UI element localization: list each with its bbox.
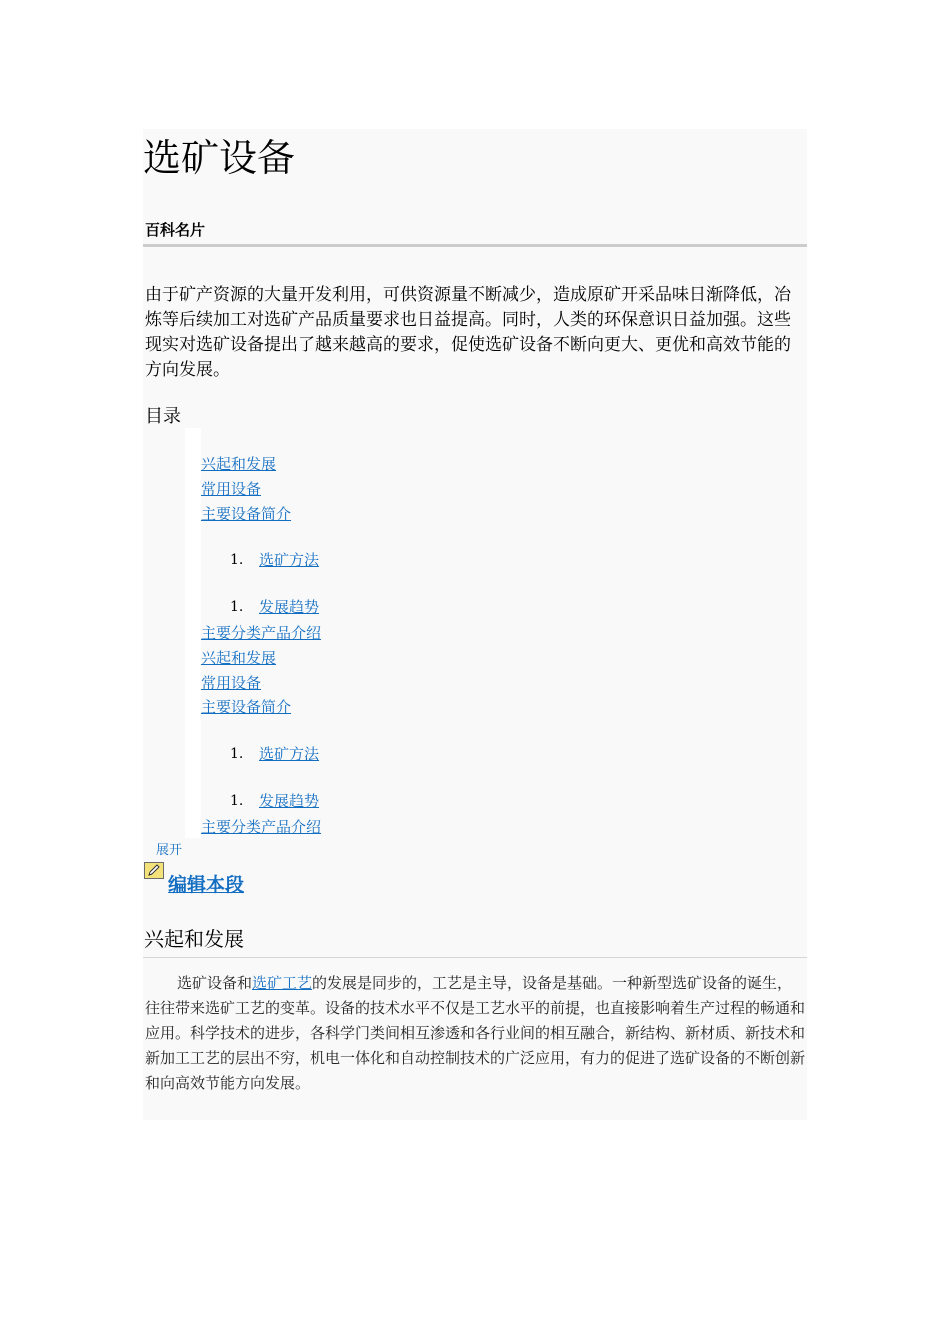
card-label: 百科名片 xyxy=(145,221,206,239)
toc-sub-number: 1. xyxy=(230,552,244,568)
toc-link[interactable]: 兴起和发展 xyxy=(201,455,277,473)
toc-title: 目录 xyxy=(145,406,181,427)
section-body xyxy=(145,971,805,1096)
page-title: 选矿设备 xyxy=(143,136,296,180)
toc-link[interactable]: 主要分类产品介绍 xyxy=(201,818,322,836)
toc-link[interactable]: 主要分类产品介绍 xyxy=(201,624,322,642)
edit-icon[interactable] xyxy=(144,862,164,879)
section-divider xyxy=(143,957,807,958)
edit-section-link[interactable]: 编辑本段 xyxy=(168,874,245,896)
section-body-text: 的发展是同步的，工艺是主导，设备是基础。一种新型选矿设备的诞生，往往带来选矿工艺的变革。设备的技术水平不仅是工艺水平的前提，也直接影响着生产过程的畅通和应用。科学技术的进步，各科学门类间相互渗透和各行业间的相互融合，新结构、新材质、新技术和新加工工艺的层出不穷，机电一体化和自动控制技术的广泛应用，有力的促进了选矿设备的不断创新和向高效节能方向发展。 xyxy=(145,974,806,1092)
toc-sub-link[interactable]: 选矿方法 xyxy=(259,551,320,569)
toc-link[interactable]: 主要设备简介 xyxy=(201,505,292,523)
pencil-icon xyxy=(145,863,163,878)
card-divider xyxy=(143,244,807,247)
toc-sub-number: 1. xyxy=(230,599,244,615)
section-heading: 兴起和发展 xyxy=(144,927,244,951)
toc-expand-link[interactable]: 展开 xyxy=(156,843,183,858)
toc-link[interactable]: 兴起和发展 xyxy=(201,649,277,667)
mineral-process-link[interactable]: 选矿工艺 xyxy=(252,974,313,992)
toc-indent-box xyxy=(185,428,201,838)
toc-link[interactable]: 常用设备 xyxy=(201,674,262,692)
toc-sub-number: 1. xyxy=(230,746,244,762)
toc-sub-link[interactable]: 选矿方法 xyxy=(259,745,320,763)
toc-sub-link[interactable]: 发展趋势 xyxy=(259,792,320,810)
toc-link[interactable]: 常用设备 xyxy=(201,480,262,498)
toc-sub-link[interactable]: 发展趋势 xyxy=(259,598,320,616)
toc-link[interactable]: 主要设备简介 xyxy=(201,698,292,716)
toc-sub-number: 1. xyxy=(230,793,244,809)
section-body-text: 选矿设备和 xyxy=(177,974,253,992)
intro-paragraph: 由于矿产资源的大量开发利用，可供资源量不断减少，造成原矿开采品味日渐降低，冶炼等后续加工对选矿产品质量要求也日益提高。同时，人类的环保意识日益加强。这些现实对选矿设备提出了越来越高的要求，促使选矿设备不断向更大、更优和高效节能的方向发展。 xyxy=(145,285,791,380)
